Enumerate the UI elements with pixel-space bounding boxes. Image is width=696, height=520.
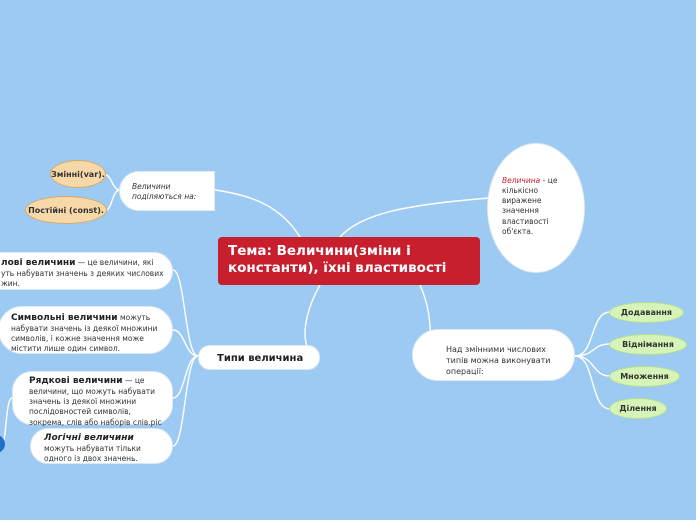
option-const[interactable] — [25, 196, 107, 224]
types-label: Типи величина — [217, 353, 304, 364]
type-logical-title: Логічні величини — [44, 433, 134, 443]
central-topic[interactable] — [218, 237, 480, 285]
op-multiplication-label: Множення — [620, 372, 669, 381]
type-symbolic-desc: можуть набувати значень із деякої множини символів, і кожне значення може містити лише один символ. — [11, 313, 158, 354]
types-node[interactable] — [198, 345, 320, 370]
division-text: Величини поділяються на: — [132, 182, 197, 202]
op-multiplication[interactable] — [609, 366, 680, 387]
type-numeric-desc: — це величини, які — [75, 258, 154, 267]
option-var-label: Змінні(var). — [51, 169, 105, 179]
type-symbolic-title: Символьні величини — [11, 313, 118, 323]
op-subtraction[interactable] — [609, 334, 687, 355]
type-string-title: Рядкові величини — [29, 376, 123, 386]
central-topic-title: Тема: Величини(зміни і константи), їхні властивості — [228, 243, 447, 276]
type-string-desc: — це величини, що можуть набувати значень із деякої множини послідовностей символів, зокрема, слів або наборів слів.ріс — [29, 376, 162, 427]
type-logical-desc: можуть набувати тільки одного із двох значень. — [44, 444, 141, 464]
operations-node[interactable] — [412, 329, 575, 381]
op-addition-label: Додавання — [620, 308, 673, 317]
option-var[interactable] — [50, 160, 106, 188]
type-string[interactable] — [12, 371, 173, 425]
type-logical[interactable] — [30, 428, 173, 464]
division-node[interactable] — [119, 171, 215, 211]
type-numeric-title: лові величини — [1, 258, 76, 268]
option-const-label: Постійні (const). — [28, 205, 104, 215]
type-symbolic[interactable] — [0, 306, 173, 354]
op-division[interactable] — [609, 398, 667, 419]
definition-text: - це кількісно виражене значення властивості об'єкта. — [502, 176, 558, 236]
type-numeric-desc-3: жин. — [1, 279, 20, 289]
type-numeric-desc-2: уть набувати значень з деяких числових — [1, 269, 164, 279]
operations-text: Над змінними числових типів можна виконувати операції: — [446, 345, 551, 376]
op-subtraction-label: Віднімання — [622, 340, 674, 349]
type-numeric[interactable] — [0, 252, 173, 290]
definition-term: Величина — [502, 176, 541, 185]
definition-node[interactable] — [487, 143, 585, 273]
op-addition[interactable] — [609, 302, 684, 323]
op-division-label: Ділення — [619, 404, 657, 413]
